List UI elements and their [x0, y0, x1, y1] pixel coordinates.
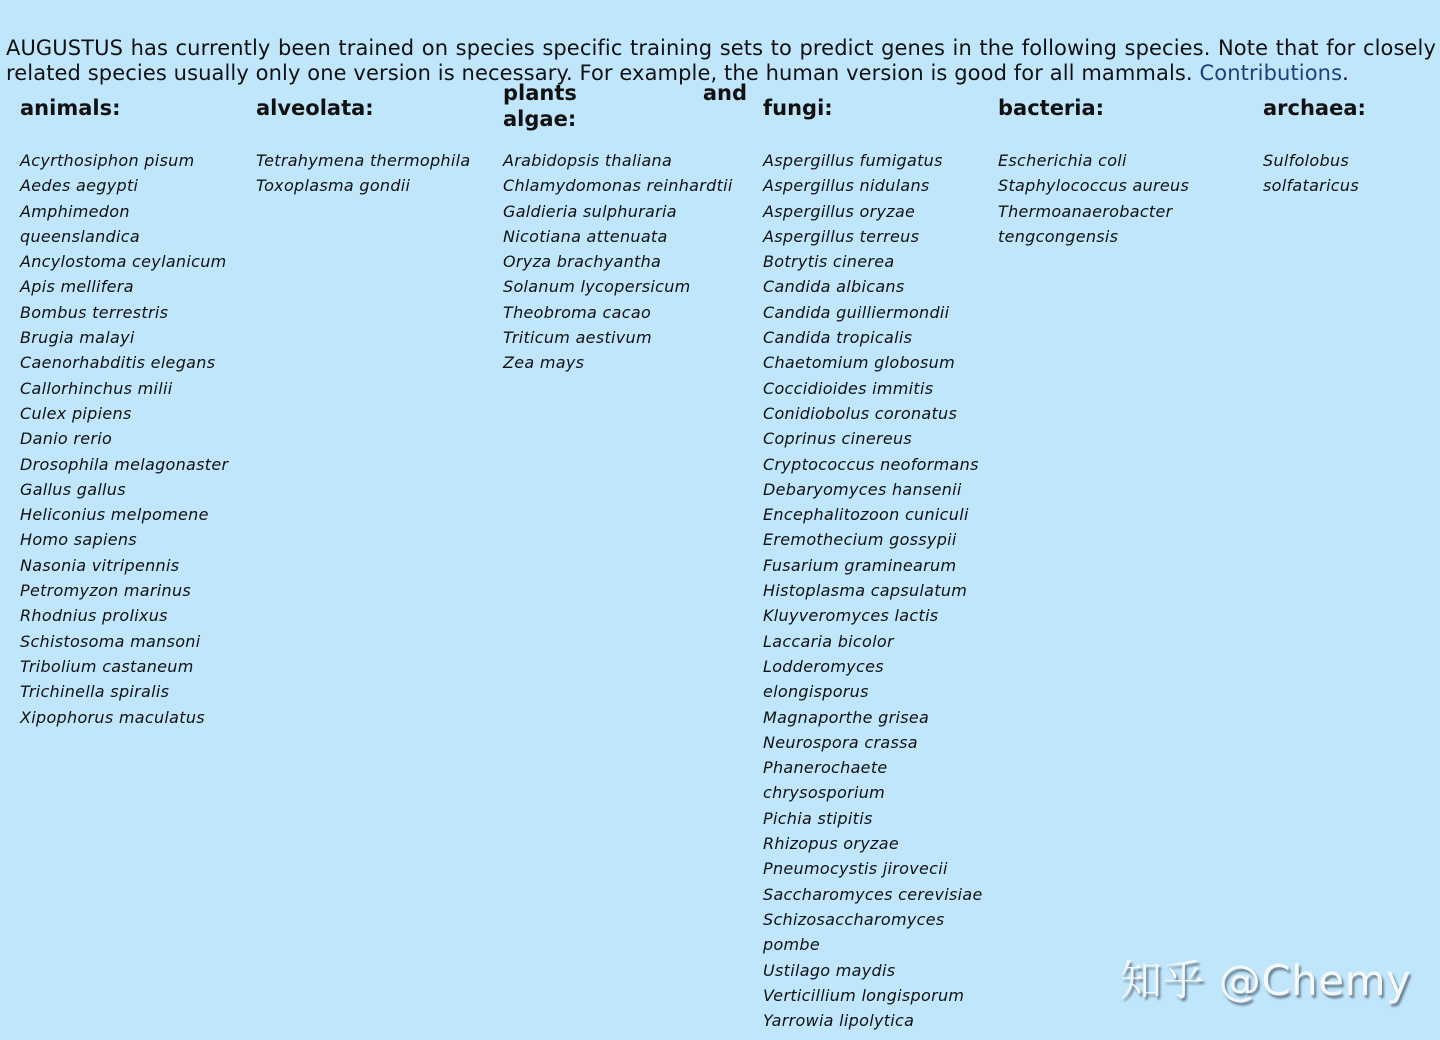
species-item: Lodderomyces [763, 656, 884, 676]
species-item: Pneumocystis jirovecii [763, 859, 948, 879]
species-item: Coccidioides immitis [763, 378, 934, 398]
species-item: Schizosaccharomyces [763, 909, 945, 929]
species-item: Aspergillus oryzae [763, 201, 916, 221]
column-heading-animals: animals: [20, 96, 121, 120]
species-item: chrysosporium [763, 783, 886, 803]
species-item: Fusarium graminearum [763, 555, 957, 575]
species-item: Callorhinchus milii [20, 378, 173, 398]
species-list-alveolata [256, 148, 486, 199]
species-item: Heliconius melpomene [20, 505, 209, 525]
species-item: Galdieria sulphuraria [503, 201, 677, 221]
species-item: Candida albicans [763, 277, 905, 297]
species-item: Rhodnius prolixus [20, 606, 168, 626]
species-item: Nicotiana attenuata [503, 226, 668, 246]
species-item: Aspergillus fumigatus [763, 151, 943, 170]
species-item: Magnaporthe grisea [763, 707, 930, 727]
column-animals [20, 80, 245, 730]
species-item: Saccharomyces cerevisiae [763, 884, 983, 904]
species-item: Oryza brachyantha [503, 252, 662, 272]
species-item: Drosophila melagonaster [20, 454, 229, 474]
intro-trailing: . [1342, 61, 1349, 85]
column-heading-bacteria: bacteria: [998, 96, 1105, 120]
species-item: Danio rerio [20, 429, 113, 449]
species-item: Toxoplasma gondii [256, 176, 411, 196]
species-item: Homo sapiens [20, 530, 137, 550]
heading-word-plants: plants [503, 81, 577, 105]
species-item: Candida guilliermondii [763, 302, 950, 322]
species-item: Yarrowia lipolytica [763, 1011, 915, 1031]
heading-word-algae: algae: [503, 107, 577, 131]
species-item: Amphimedon [20, 201, 130, 221]
species-item: Culex pipiens [20, 403, 132, 423]
species-item: Neurospora crassa [763, 732, 918, 752]
species-item: Xipophorus maculatus [20, 707, 205, 727]
species-item: Cryptococcus neoformans [763, 454, 979, 474]
species-item: Staphylococcus aureus [998, 176, 1190, 196]
species-item: Chlamydomonas reinhardtii [503, 176, 733, 196]
species-item: Petromyzon marinus [20, 581, 192, 601]
species-item: Histoplasma capsulatum [763, 581, 968, 601]
column-bacteria [998, 80, 1238, 249]
species-item: Chaetomium globosum [763, 353, 955, 373]
column-archaea [1263, 80, 1433, 199]
species-list-plants-and-algae [503, 148, 747, 376]
species-item: Gallus gallus [20, 479, 126, 499]
species-list-animals [20, 148, 245, 730]
species-list-fungi [763, 148, 988, 1033]
species-item: Laccaria bicolor [763, 631, 894, 651]
species-item: Conidiobolus coronatus [763, 403, 958, 423]
species-item: Tetrahymena thermophila [256, 151, 471, 170]
species-item: Sulfolobus [1263, 151, 1350, 170]
column-fungi [763, 80, 988, 1033]
species-item: Ancylostoma ceylanicum [20, 252, 227, 272]
species-item: Encephalitozoon cuniculi [763, 505, 969, 525]
intro-paragraph [6, 36, 1436, 86]
species-item: pombe [763, 935, 821, 955]
species-item: Theobroma cacao [503, 302, 652, 322]
species-item: Nasonia vitripennis [20, 555, 180, 575]
species-item: Pichia stipitis [763, 808, 873, 828]
intro-text: AUGUSTUS has currently been trained on species specific training sets to predict genes in the following species. Note that for closely related species usually only one version is necessary. For example, the human version is good for all mammals. [6, 36, 1436, 85]
species-item: Kluyveromyces lactis [763, 606, 939, 626]
species-item: Phanerochaete [763, 758, 888, 778]
species-item: Arabidopsis thaliana [503, 151, 673, 170]
species-item: Aspergillus terreus [763, 226, 920, 246]
column-heading-alveolata: alveolata: [256, 96, 374, 120]
species-item: Rhizopus oryzae [763, 834, 899, 854]
species-item: Brugia malayi [20, 328, 135, 348]
species-item: solfataricus [1263, 176, 1359, 196]
species-item: Verticillium longisporum [763, 985, 965, 1005]
column-alveolata [256, 80, 486, 199]
species-item: Thermoanaerobacter [998, 201, 1173, 221]
species-item: Aedes aegypti [20, 176, 139, 196]
species-item: Tribolium castaneum [20, 656, 194, 676]
column-plants-and-algae [503, 80, 747, 376]
species-item: Eremothecium gossypii [763, 530, 957, 550]
species-item: elongisporus [763, 682, 869, 702]
species-item: Triticum aestivum [503, 328, 652, 348]
species-item: Candida tropicalis [763, 328, 913, 348]
species-item: Ustilago maydis [763, 960, 896, 980]
species-item: Zea mays [503, 353, 585, 373]
heading-word-and: and [702, 81, 747, 105]
species-item: Apis mellifera [20, 277, 134, 297]
species-item: queenslandica [20, 226, 140, 246]
species-list-bacteria [998, 148, 1238, 249]
species-item: Bombus terrestris [20, 302, 169, 322]
species-item: Solanum lycopersicum [503, 277, 691, 297]
species-item: Botrytis cinerea [763, 252, 895, 272]
species-item: Caenorhabditis elegans [20, 353, 216, 373]
species-item: Debaryomyces hansenii [763, 479, 962, 499]
species-item: Schistosoma mansoni [20, 631, 201, 651]
contributions-link[interactable]: Contributions [1199, 61, 1343, 85]
column-heading-fungi: fungi: [763, 96, 833, 120]
species-item: tengcongensis [998, 226, 1119, 246]
species-item: Trichinella spiralis [20, 682, 170, 702]
species-item: Escherichia coli [998, 151, 1127, 170]
watermark-text: 知乎 @Chemy [1120, 956, 1412, 1005]
species-item: Coprinus cinereus [763, 429, 913, 449]
column-heading-archaea: archaea: [1263, 96, 1366, 120]
species-item: Aspergillus nidulans [763, 176, 930, 196]
species-list-archaea [1263, 148, 1433, 199]
column-heading-plants-and-algae [503, 80, 747, 136]
species-item: Acyrthosiphon pisum [20, 151, 195, 170]
